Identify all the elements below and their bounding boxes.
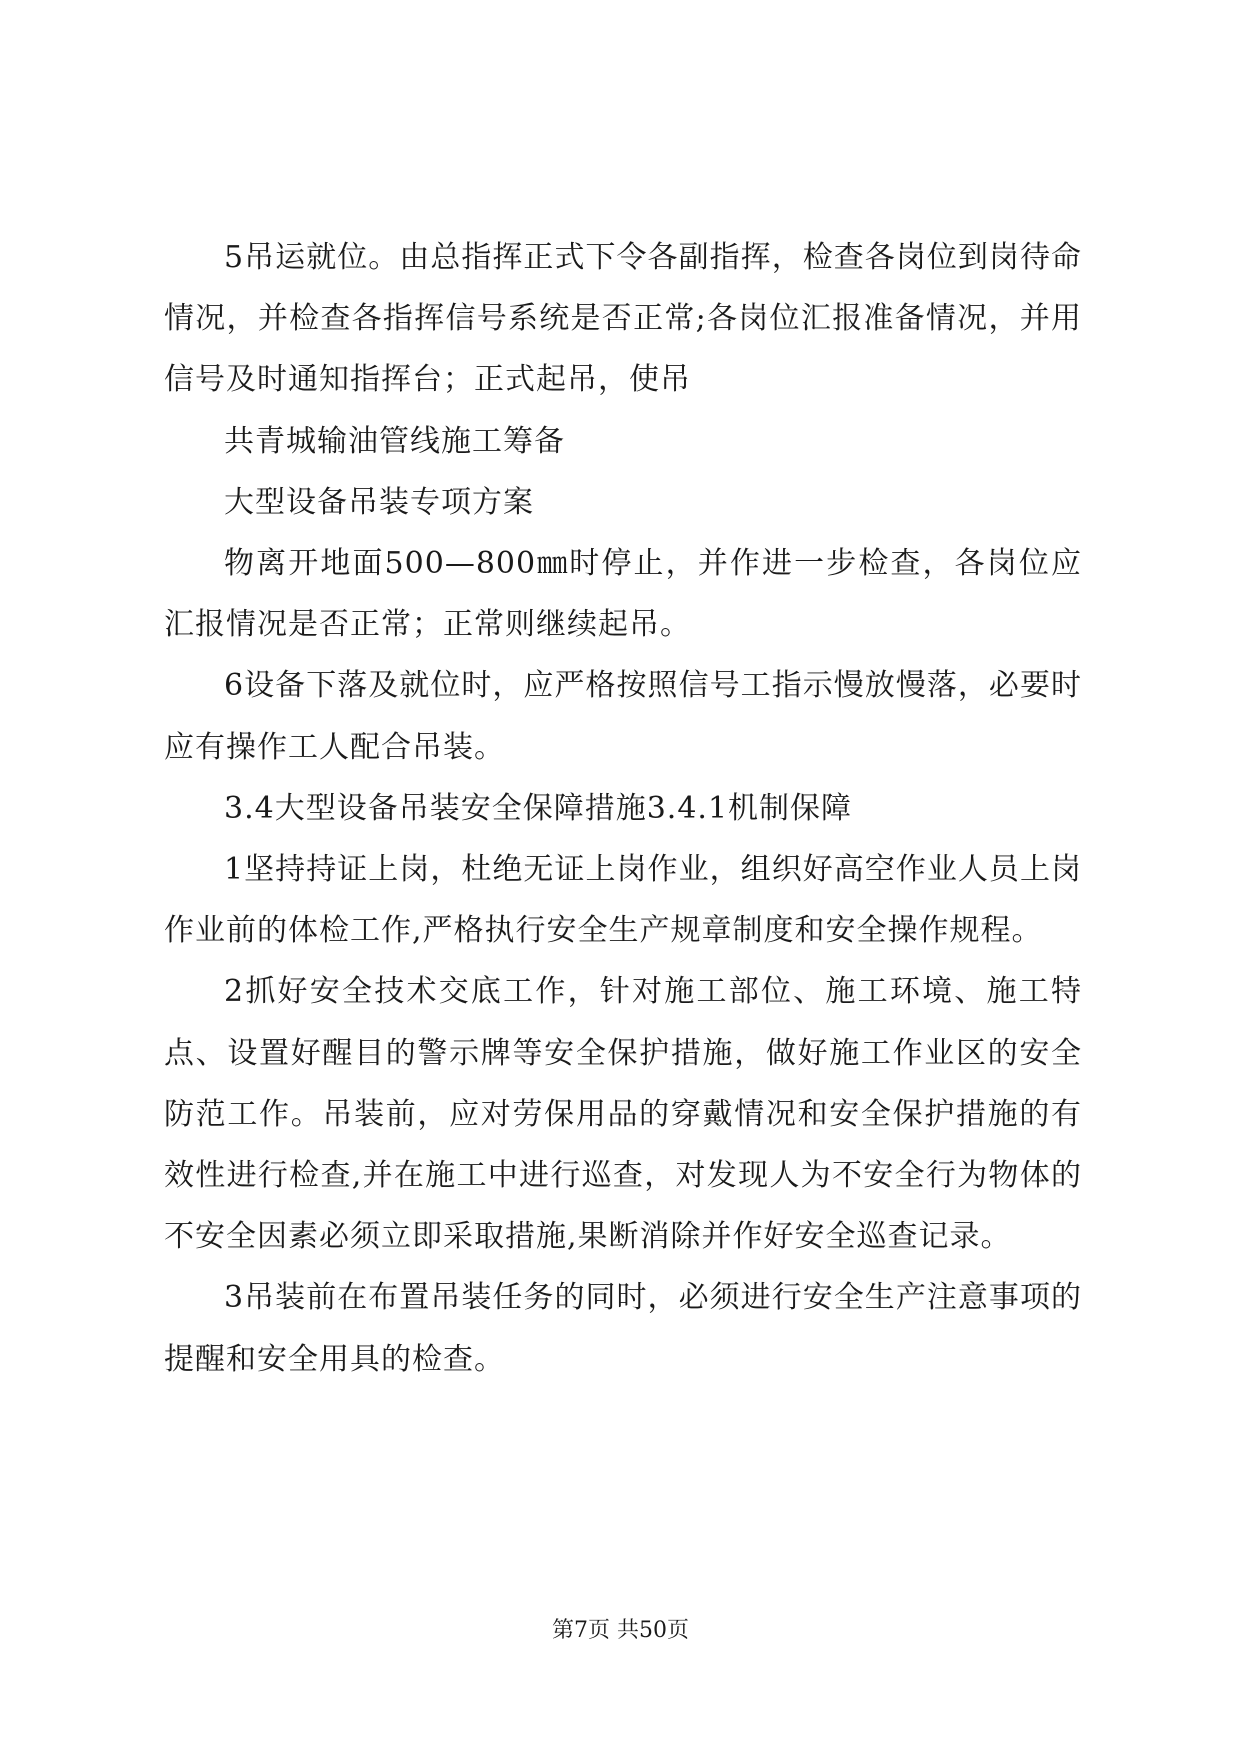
- section-heading-safety-measures: 3.4大型设备吊装安全保障措施3.4.1机制保障: [224, 790, 853, 826]
- header-plan-title: 大型设备吊装专项方案: [224, 484, 534, 520]
- paragraph-lowering: 6设备下落及就位时，应严格按照信号工指示慢放慢落，必要时应有操作工人配合吊装。: [164, 668, 1082, 765]
- paragraph-lift-check: 物离开地面500—800㎜时停止，并作进一步检查，各岗位应汇报情况是否正常；正常则继续起吊。: [164, 546, 1082, 643]
- page-footer: 第7页 共50页: [552, 1618, 689, 1643]
- header-project-name: 共青城输油管线施工筹备: [224, 423, 565, 459]
- paragraph-certification: 1坚持持证上岗，杜绝无证上岗作业，组织好高空作业人员上岗作业前的体检工作,严格执行安全生产规章制度和安全操作规程。: [164, 852, 1082, 949]
- paragraph-safety-briefing: 2抓好安全技术交底工作，针对施工部位、施工环境、施工特点、设置好醒目的警示牌等安全保护措施，做好施工作业区的安全防范工作。吊装前，应对劳保用品的穿戴情况和安全保护措施的有效性进行检查,并在施工中进行巡查，对发现人为不安全行为物体的不安全因素必须立即采取措施,果断消除并作好安全巡查记录。: [164, 974, 1082, 1255]
- paragraph-pre-lift-check: 3吊装前在布置吊装任务的同时，必须进行安全生产注意事项的提醒和安全用具的检查。: [164, 1280, 1082, 1377]
- document-body: [164, 227, 1082, 1390]
- paragraph-hoisting-positioning: 5吊运就位。由总指挥正式下令各副指挥，检查各岗位到岗待命情况，并检查各指挥信号系统是否正常;各岗位汇报准备情况，并用信号及时通知指挥台；正式起吊，使吊: [164, 240, 1082, 398]
